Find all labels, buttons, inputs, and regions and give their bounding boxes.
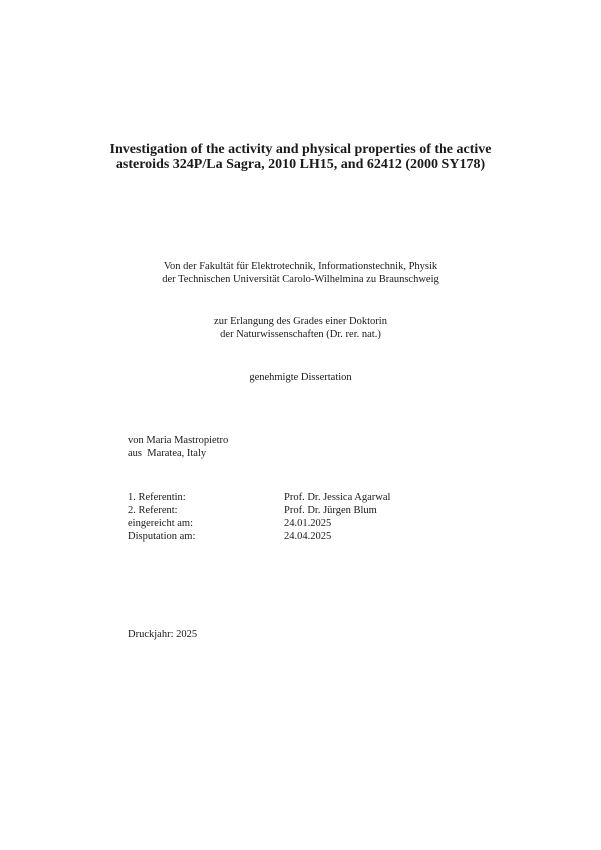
committee-row [128, 504, 390, 517]
committee-row [128, 491, 390, 504]
faculty-line-1: Von der Fakultät für Elektrotechnik, Informationstechnik, Physik [163, 261, 438, 272]
committee-value: Prof. Dr. Jessica Agarwal [284, 492, 391, 503]
committee-label: Disputation am: [128, 531, 196, 542]
degree-purpose [60, 315, 541, 341]
author-origin: aus Maratea, Italy [128, 448, 207, 459]
print-year: Druckjahr: 2025 [128, 629, 198, 640]
thesis-title-line-1: Investigation of the activity and physical properties of the active [109, 142, 492, 157]
faculty-statement [60, 260, 541, 286]
approval-note: genehmigte Dissertation [249, 372, 352, 383]
purpose-line-2: der Naturwissenschaften (Dr. rer. nat.) [220, 329, 381, 340]
committee-row [128, 517, 390, 530]
committee-row [128, 530, 390, 543]
committee-value: 24.01.2025 [284, 518, 332, 529]
purpose-line-1: zur Erlangung des Grades einer Doktorin [214, 316, 387, 327]
committee-table [128, 491, 390, 543]
thesis-title-line-2: asteroids 324P/La Sagra, 2010 LH15, and 62412 (2000 SY178) [115, 157, 486, 172]
committee-value: Prof. Dr. Jürgen Blum [284, 505, 377, 516]
committee-label: eingereicht am: [128, 518, 194, 529]
committee-label: 1. Referentin: [128, 492, 186, 503]
committee-label: 2. Referent: [128, 505, 178, 516]
author-block [128, 434, 228, 460]
faculty-line-2: der Technischen Universität Carolo-Wilhelmina zu Braunschweig [162, 274, 439, 285]
author-name: von Maria Mastropietro [128, 435, 229, 446]
committee-value: 24.04.2025 [284, 531, 332, 542]
thesis-title [90, 142, 511, 172]
